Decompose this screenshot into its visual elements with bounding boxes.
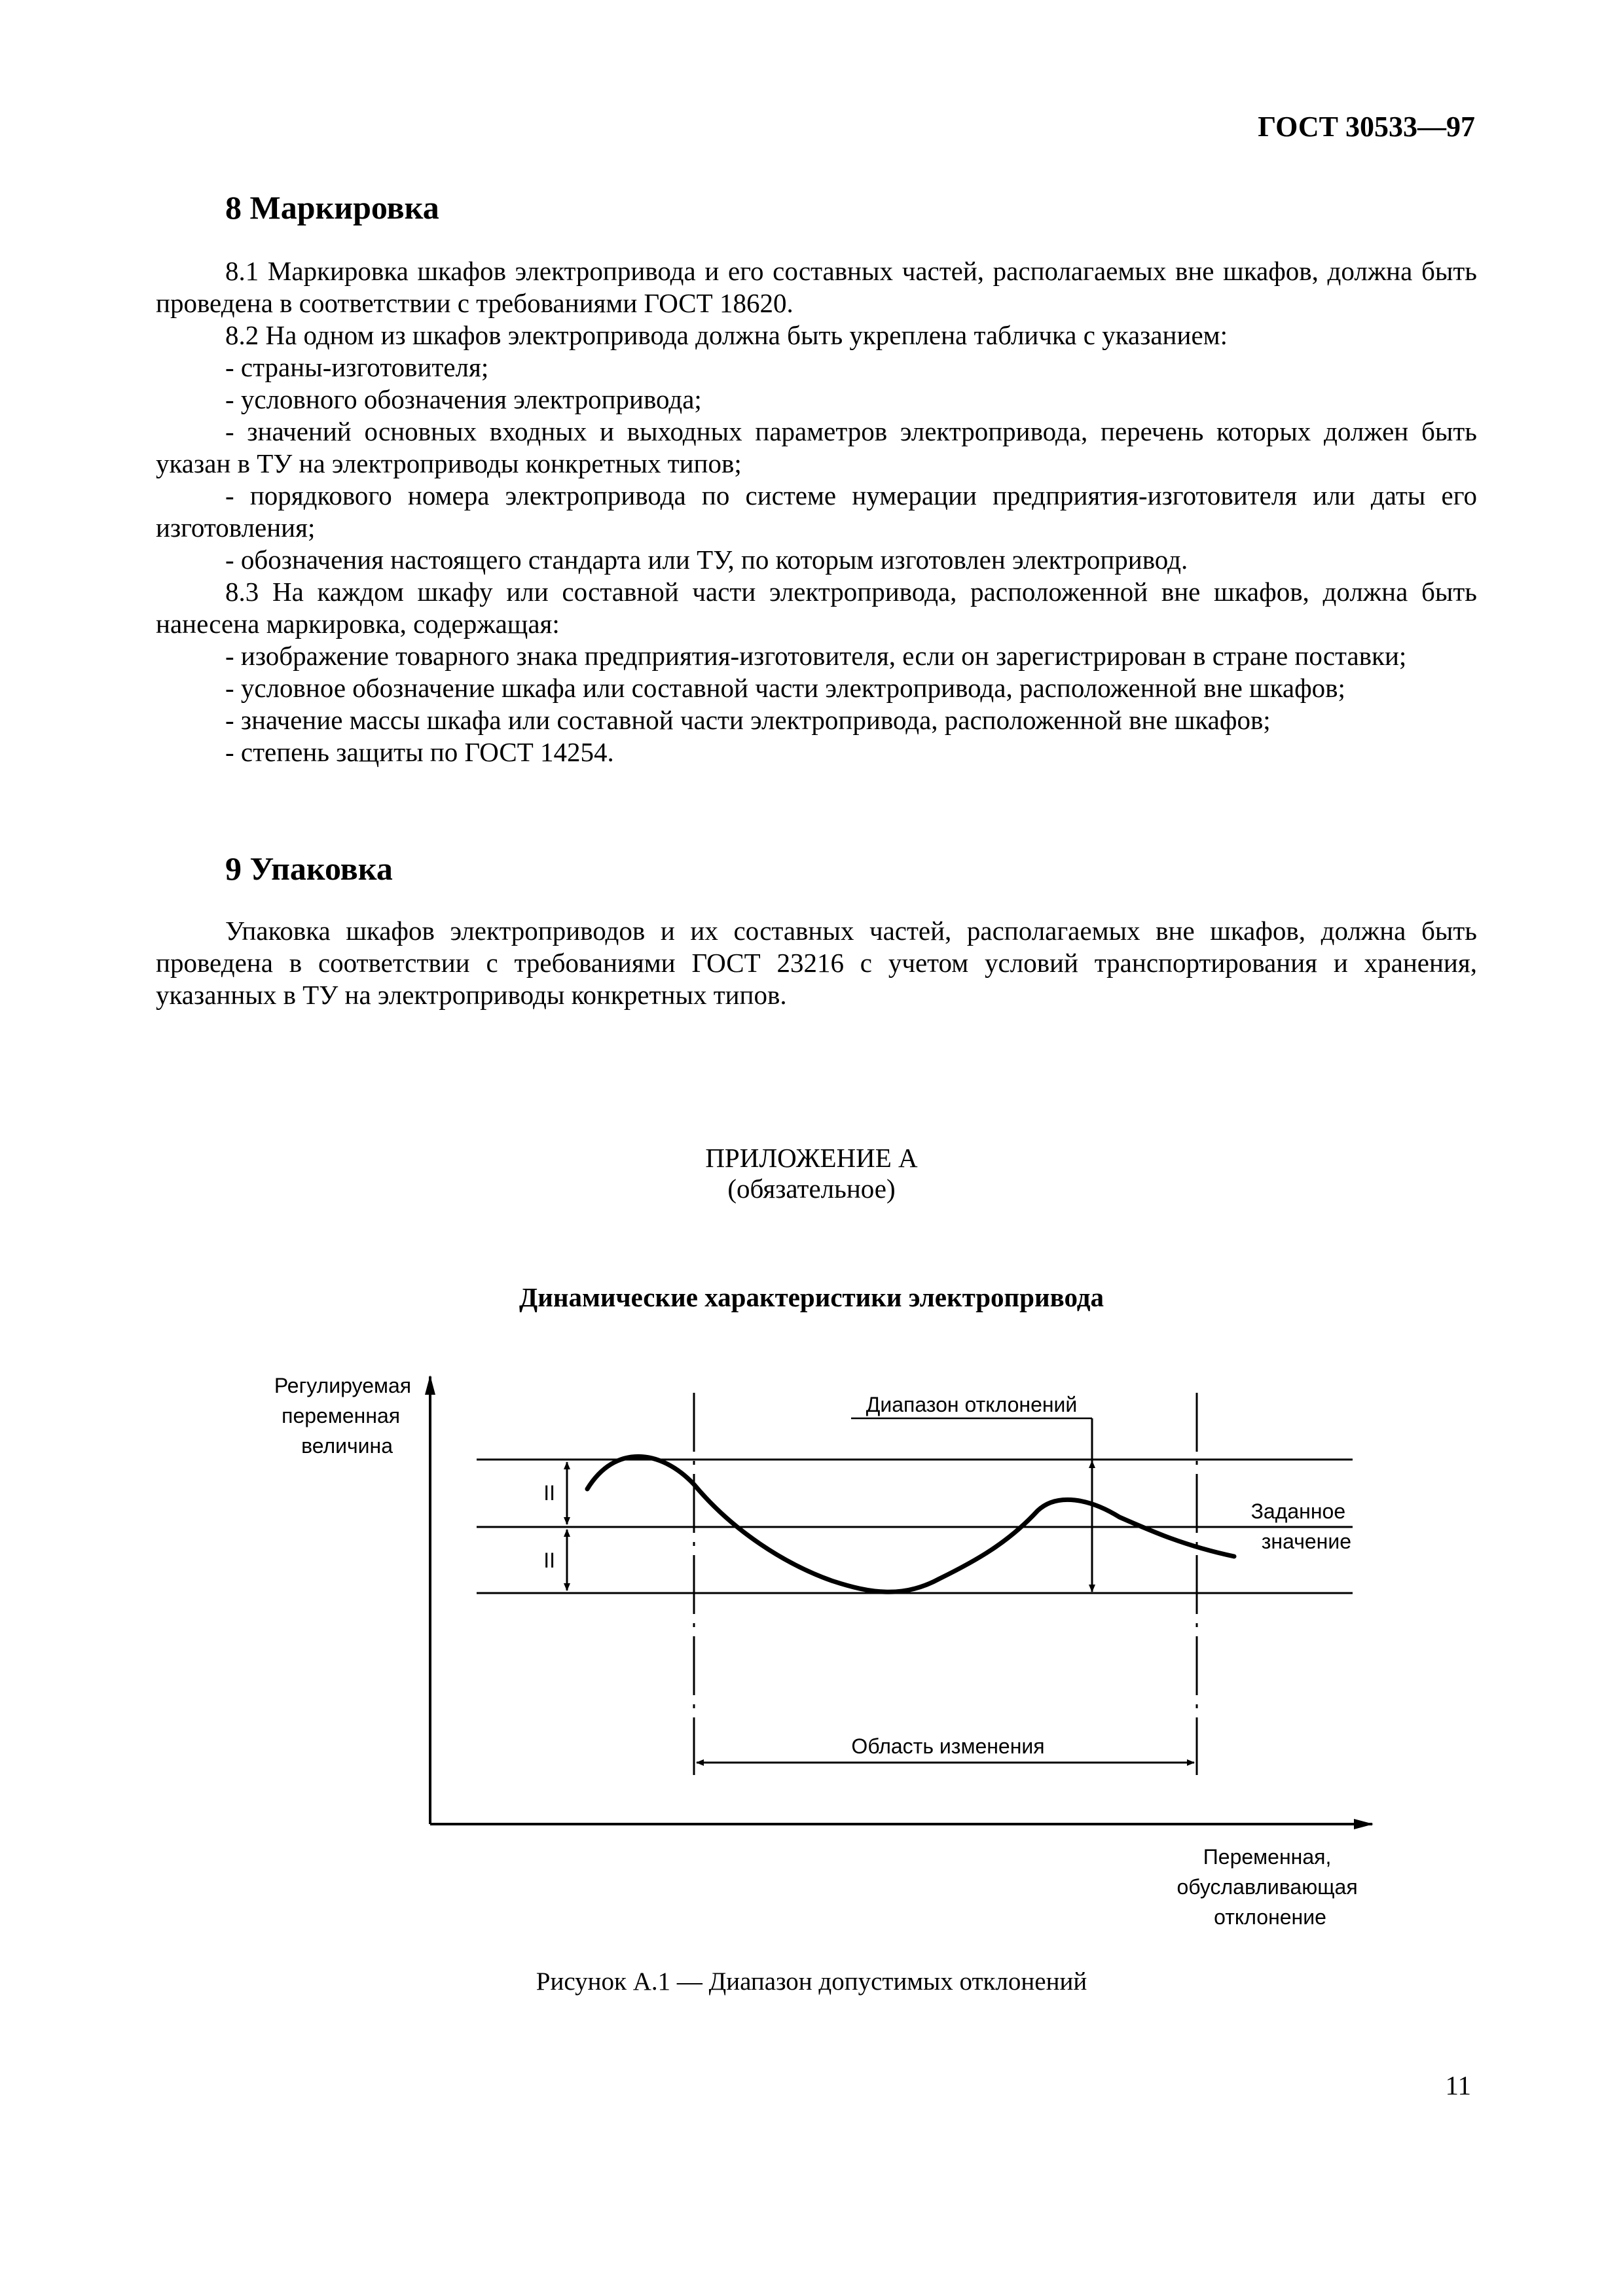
x-axis-label [1176,1845,1363,1929]
standard-code: ГОСТ 30533—97 [1258,111,1475,143]
list-item: - значений основных входных и выходных параметров электропривода, перечень которых должен быть указан в ТУ на электроприводы конкретных типов; [156,416,1477,478]
equal-mark-lower: II [543,1549,555,1572]
y-axis-label-line-3: величина [301,1434,393,1458]
setpoint-label-line-2: значение [1261,1530,1351,1553]
paragraph-9: Упаковка шкафов электроприводов и их составных частей, располагаемых вне шкафов, должна быть проведена в соответствии с требованиями ГОСТ 23216 с учетом условий транспортирования и хранения, указанных в ТУ на электроприводы конкретных типов. [156,916,1477,1010]
response-curve [587,1456,1234,1592]
list-item: - значение массы шкафа или составной части электропривода, расположенной вне шкафов; [225,705,1271,735]
deviation-range-label: Диапазон отклонений [866,1393,1078,1416]
x-axis-label-line-2: обуславливающая [1176,1875,1358,1899]
paragraph-8-3: 8.3 На каждом шкафу или составной части электропривода, расположенной вне шкафов, должна быть нанесена маркировка, содержащая: [156,577,1477,639]
list-item: - порядкового номера электропривода по системе нумерации предприятия-изготовителя или даты его изготовления; [156,480,1477,543]
y-axis-label-line-1: Регулируемая [274,1374,412,1397]
paragraph-8-1: 8.1 Маркировка шкафов электропривода и его составных частей, располагаемых вне шкафов, должна быть проведена в соответствии с требованиями ГОСТ 18620. [156,256,1477,318]
x-axis-label-line-3: отклонение [1214,1905,1326,1929]
annex-status: (обязательное) [727,1174,896,1204]
setpoint-label-line-1: Заданное [1250,1499,1346,1523]
list-item: - обозначения настоящего стандарта или ТУ, по которым изготовлен электропривод. [225,545,1188,575]
section-9-heading: 9 Упаковка [225,850,393,887]
figure-title: Динамические характеристики электропривода [519,1282,1104,1312]
page-number: 11 [1445,2070,1471,2100]
figure-caption: Рисунок А.1 — Диапазон допустимых отклонений [536,1967,1087,1996]
x-axis-label-line-1: Переменная, [1203,1845,1332,1869]
section-8-heading: 8 Маркировка [225,189,439,226]
list-item: - условного обозначения электропривода; [225,384,702,414]
list-item: - условное обозначение шкафа или составной части электропривода, расположенной вне шкафов; [225,673,1345,703]
equal-mark-upper: II [543,1481,555,1505]
list-item: - изображение товарного знака предприятия-изготовителя, если он зарегистрирован в стране поставки; [225,641,1407,671]
paragraph-8-2: 8.2 На одном из шкафов электропривода должна быть укреплена табличка с указанием: [225,320,1228,350]
list-item: - степень защиты по ГОСТ 14254. [225,737,614,767]
annex-title: ПРИЛОЖЕНИЕ А [705,1143,918,1173]
y-axis-label-line-2: переменная [282,1404,401,1427]
change-area-label: Область изменения [851,1734,1045,1758]
y-axis-label [274,1374,417,1458]
list-item: - страны-изготовителя; [225,352,489,382]
